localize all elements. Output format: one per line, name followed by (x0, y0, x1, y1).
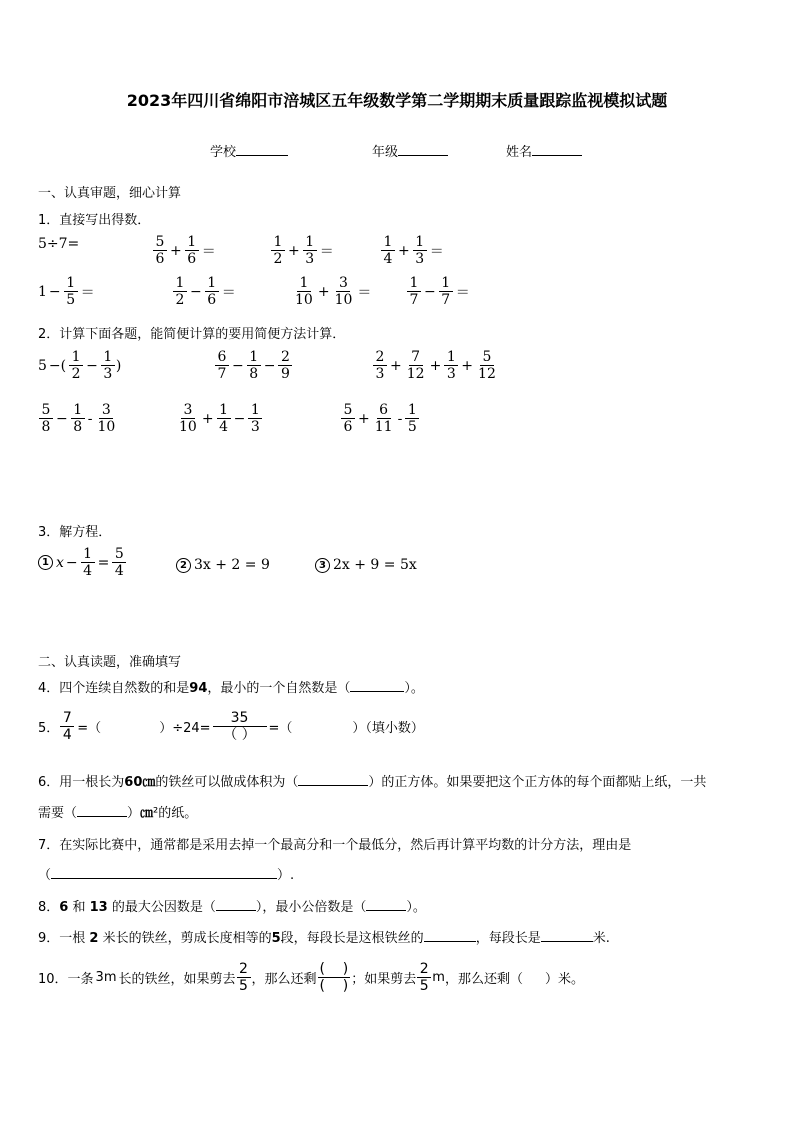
q1-label: 1．直接写出得数． (38, 213, 151, 228)
q2-expr-2: $\frac{6}{7}$ − $\frac{1}{8}$ − $\frac{2}{9}$ (214, 349, 293, 382)
q7-line-2: （ ）. (38, 868, 295, 883)
q1-expr-7: $\frac{1}{10}$ + $\frac{3}{10}$ ＝ (295, 275, 372, 308)
q2-expr-1: 5 −( $\frac{1}{2}$ − $\frac{1}{3}$ ) (38, 349, 122, 382)
grade-field[interactable] (372, 141, 448, 160)
q10: 10．一条 3m 长的铁丝，如果剪去 $\frac{2}{5}$ ，那么还剩 $\frac{( )}{( )}$ ；如果剪去 $\frac{2}{5}$ m ，那么还剩（ ）米。 (38, 961, 584, 994)
q1-expr-1: 5÷7= (38, 236, 80, 252)
q2-expr-5: $\frac{3}{10}$ + $\frac{1}{4}$ − $\frac{1}{3}$ (176, 402, 263, 435)
q8-answer-blank-2[interactable] (366, 898, 406, 911)
school-label: 学校 (210, 145, 237, 160)
q5-blank-2[interactable]: （ ） (223, 727, 256, 743)
q3-eq-1: 1 x − $\frac{1}{4}$ = $\frac{5}{4}$ (38, 546, 127, 579)
school-field[interactable] (210, 141, 288, 160)
q10-fraction-blank[interactable]: $\frac{( )}{( )}$ (319, 961, 349, 994)
q3-label: 3．解方程． (38, 525, 112, 540)
q5: 5． $\frac{7}{4}$ =（ ）÷24= $\frac{35}{( )}$ =（ ）（填小数） (38, 710, 424, 743)
q2-label: 2．计算下面各题，能简便计算的要用简便方法计算． (38, 327, 346, 342)
q4: 4．四个连续自然数的和是94，最小的一个自然数是（ ）。 (38, 681, 424, 696)
page-title: 2023年四川省绵阳市涪城区五年级数学第二学期期末质量跟踪监视模拟试题 (126, 91, 668, 110)
circled-number-1: 1 (38, 555, 53, 570)
name-field[interactable] (506, 141, 582, 160)
q2-expr-3: $\frac{2}{3}$ + $\frac{7}{12}$ + $\frac{1}{3}$ + $\frac{5}{12}$ (372, 349, 499, 382)
section-2-heading: 二、认真读题，准确填写 (38, 655, 182, 670)
grade-label: 年级 (372, 145, 399, 160)
q1-expr-6: $\frac{1}{2}$ − $\frac{1}{6}$ ＝ (172, 275, 238, 308)
q1-expr-4: $\frac{1}{4}$ + $\frac{1}{3}$ ＝ (380, 234, 446, 267)
q9-answer-blank-1[interactable] (424, 929, 476, 942)
q4-answer-blank[interactable] (350, 679, 404, 692)
q2-expr-4: $\frac{5}{8}$ − $\frac{1}{8}$ - $\frac{3}{10}$ (38, 402, 118, 435)
circled-number-2: 2 (176, 558, 191, 573)
q1-expr-3: $\frac{1}{2}$ + $\frac{1}{3}$ ＝ (270, 234, 336, 267)
q3-eq-3: 3 2x + 9 = 5x (315, 557, 417, 573)
q2-expr-6: $\frac{5}{6}$ + $\frac{6}{11}$ - $\frac{1}{5}$ (340, 402, 420, 435)
q6-line-2: 需要（ ）㎝²的纸。 (38, 806, 198, 821)
q7-line-1: 7．在实际比赛中，通常都是采用去掉一个最高分和一个最低分，然后再计算平均数的计分方法，理由是 (38, 838, 632, 853)
q9-answer-blank-2[interactable] (541, 929, 593, 942)
q1-expr-2: $\frac{5}{6}$ + $\frac{1}{6}$ ＝ (152, 234, 218, 267)
q6-answer-blank-1[interactable] (298, 773, 368, 786)
q8: 8．6 和 13 的最大公因数是（ ），最小公倍数是（ ）。 (38, 900, 426, 915)
name-label: 姓名 (506, 145, 533, 160)
q7-answer-blank[interactable] (51, 866, 277, 879)
q6-answer-blank-2[interactable] (77, 804, 127, 817)
q3-eq-2: 2 3x + 2 = 9 (176, 557, 270, 573)
q9: 9．一根 2 米长的铁丝，剪成长度相等的5段，每段长是这根铁丝的 ，每段长是 米. (38, 931, 610, 946)
q8-answer-blank-1[interactable] (216, 898, 256, 911)
q1-expr-8: $\frac{1}{7}$ − $\frac{1}{7}$ ＝ (406, 275, 472, 308)
q1-expr-5: 1 − $\frac{1}{5}$ ＝ (38, 275, 95, 308)
q6-line-1: 6．用一根长为60㎝的铁丝可以做成体积为（ ）的正方体。如果要把这个正方体的每个面都贴上纸，一共 (38, 775, 707, 790)
circled-number-3: 3 (315, 558, 330, 573)
section-1-heading: 一、认真审题，细心计算 (38, 186, 182, 201)
